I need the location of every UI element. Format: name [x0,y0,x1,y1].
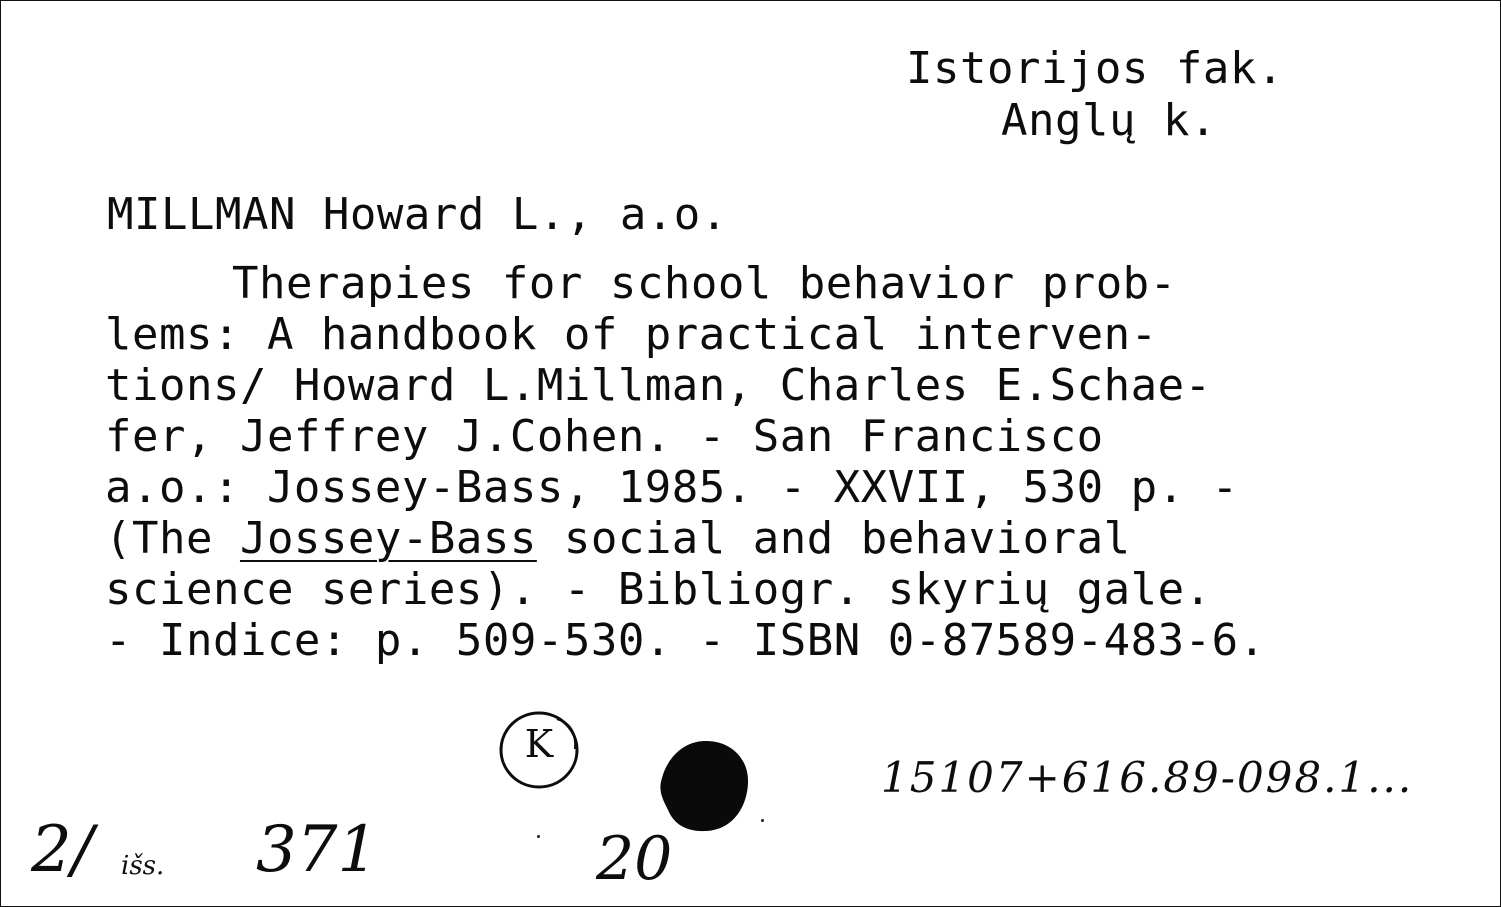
library-stamp-icon [495,705,583,793]
author-heading: MILLMAN Howard L., a.o. [107,189,728,240]
price-mark: 20 [596,824,673,894]
inventory-sub-mark: išs. [121,851,165,881]
description-line: fer, Jeffrey J.Cohen. - San Francisco [105,411,1104,462]
ink-speck [537,835,540,838]
series-suffix: social and behavioral [536,513,1131,564]
ink-blot [656,738,751,833]
ink-speck [761,819,764,822]
inventory-mark: 2/ [31,813,94,887]
stamp-letter: K [524,722,554,766]
description-line: lems: A handbook of practical interven- [105,309,1158,360]
series-line [105,513,1266,564]
description-line: - Indice: p. 509-530. - ISBN 0-87589-483-6. [105,615,1266,666]
bibliographic-description [105,258,1266,666]
description-line: Therapies for school behavior prob- [232,258,1177,309]
department-label [906,43,1284,147]
series-underlined: Jossey-Bass [239,513,537,564]
description-line: a.o.: Jossey-Bass, 1985. - XXVII, 530 p. - [105,462,1239,513]
classification-code: 15107+616.89-098.1... [881,753,1414,802]
description-line: tions/ Howard L.Millman, Charles E.Schae- [105,360,1212,411]
department-line-1: Istorijos fak. [906,43,1284,94]
description-line: science series). - Bibliogr. skyrių gale. [105,564,1212,615]
department-line-2: Anglų k. [1001,95,1217,146]
shelf-number: 371 [256,813,379,887]
series-prefix: (The [105,513,240,564]
